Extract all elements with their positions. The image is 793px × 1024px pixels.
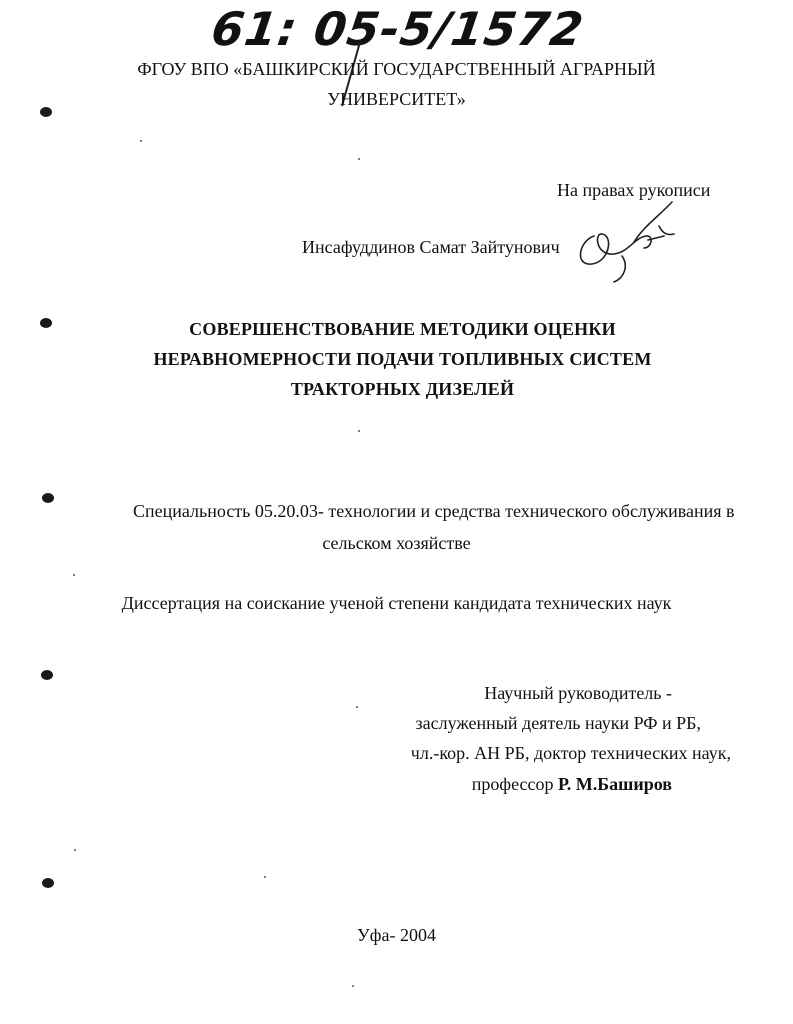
supervisor-line-1: Научный руководитель - <box>484 683 672 703</box>
organization-line-1: ФГОУ ВПО «БАШКИРСКИЙ ГОСУДАРСТВЕННЫЙ АГРАРНЫЙ <box>137 59 656 79</box>
binding-hole <box>42 878 54 888</box>
supervisor-name: Р. М.Баширов <box>558 774 672 794</box>
city-year: Уфа- 2004 <box>357 925 436 945</box>
binding-hole <box>40 318 52 328</box>
scan-speck <box>358 158 360 160</box>
signature <box>574 196 684 286</box>
title-line-3: ТРАКТОРНЫХ ДИЗЕЛЕЙ <box>290 379 515 399</box>
dissertation-statement: Диссертация на соискание ученой степени кандидата технических наук <box>121 593 672 613</box>
scan-speck <box>352 985 354 987</box>
scan-speck <box>74 849 76 851</box>
scan-speck <box>73 574 75 576</box>
specialty-line-1: Специальность 05.20.03- технологии и средства технического обслуживания в <box>133 501 735 521</box>
supervisor-line-3: чл.-кор. АН РБ, доктор технических наук, <box>410 743 731 763</box>
scan-speck <box>140 140 142 142</box>
organization-line-2: УНИВЕРСИТЕТ» <box>327 89 466 109</box>
scan-speck <box>264 876 266 878</box>
binding-hole <box>40 107 52 117</box>
registration-number: 61: 05-5/1572 <box>208 2 588 56</box>
title-line-1: СОВЕРШЕНСТВОВАНИЕ МЕТОДИКИ ОЦЕНКИ <box>189 319 616 339</box>
binding-hole <box>41 670 53 680</box>
title-line-2: НЕРАВНОМЕРНОСТИ ПОДАЧИ ТОПЛИВНЫХ СИСТЕМ <box>153 349 652 369</box>
rights-note: На правах рукописи <box>557 180 711 200</box>
scan-speck <box>356 706 358 708</box>
supervisor-line-2: заслуженный деятель науки РФ и РБ, <box>415 713 701 733</box>
scan-speck <box>358 430 360 432</box>
supervisor-title: профессор <box>471 774 554 794</box>
author-name: Инсафуддинов Самат Зайтунович <box>302 237 560 257</box>
binding-hole <box>42 493 54 503</box>
supervisor-line-4 <box>472 773 672 795</box>
specialty-line-2: сельском хозяйстве <box>322 533 471 553</box>
